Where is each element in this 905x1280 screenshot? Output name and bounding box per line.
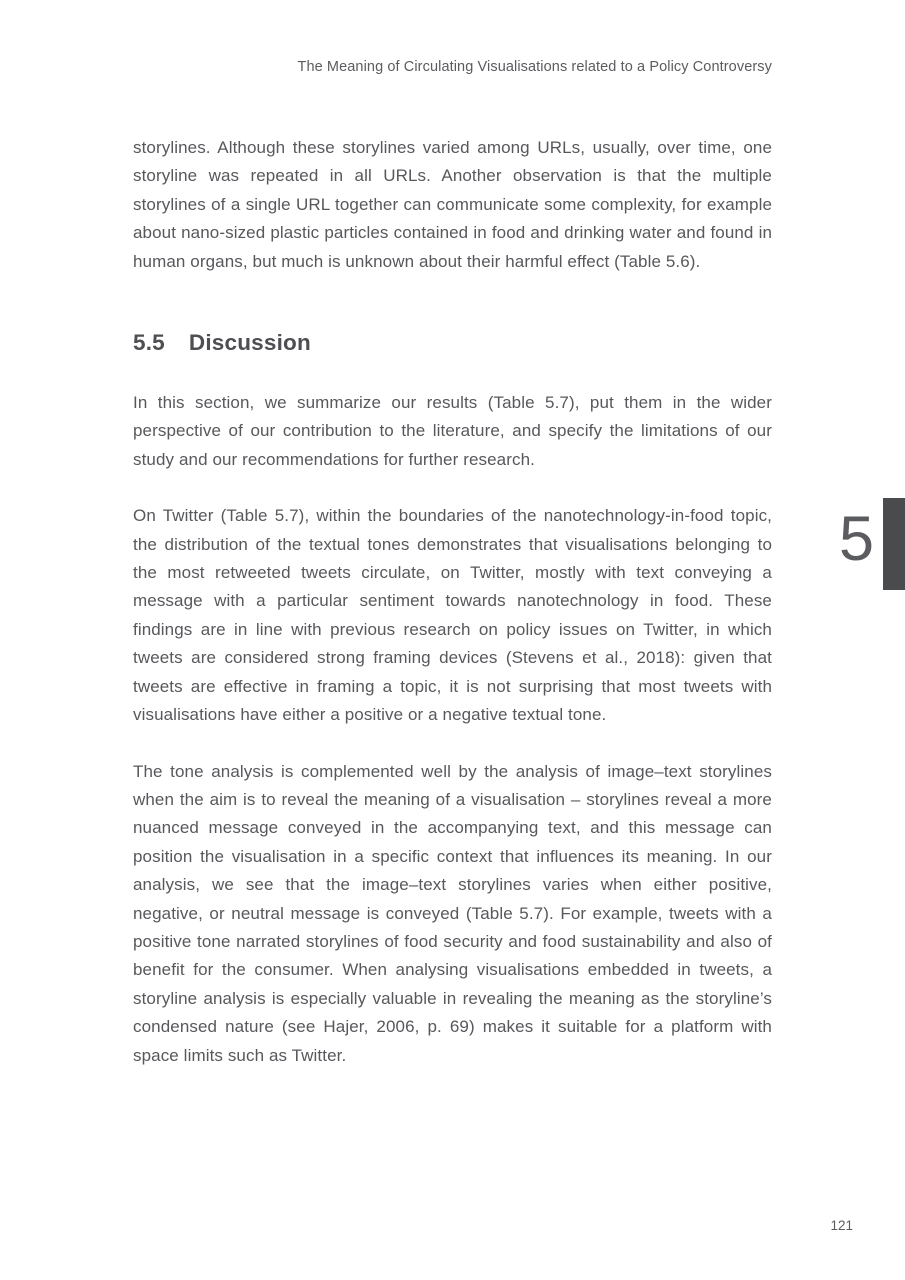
chapter-tab-number: 5 xyxy=(838,504,874,574)
page-number: 121 xyxy=(830,1218,853,1233)
section-title: Discussion xyxy=(188,330,311,356)
text-block xyxy=(133,134,772,1070)
paragraph-tone-analysis: The tone analysis is complemented well by the analysis of image–text storylines when the aim is to reveal the meaning of a visualisation – storylines reveal a more nuanced message conveyed in the accompanying text, and this message can position the visualisation in a specific context that influences its meaning. In our analysis, we see that the image–text storylines varies when either positive, negative, or neutral message is conveyed (Table 5.7). For example, tweets with a positive tone narrated storylines of food security and food sustainability and also of benefit for the consumer. When analysing visualisations embedded in tweets, a storyline analysis is especially valuable in revealing the meaning as the storyline’s condensed nature (see Hajer, 2006, p. 69) makes it suitable for a platform with space limits such as Twitter. xyxy=(133,761,772,1065)
paragraph-intro: storylines. Although these storylines varied among URLs, usually, over time, one storyline was repeated in all URLs. Another observation is that the multiple storylines of a single URL together can communicate some complexity, for example about nano-sized plastic particles contained in food and drinking water and found in human organs, but much is unknown about their harmful effect (Table 5.6). xyxy=(133,138,772,271)
section-heading xyxy=(133,329,772,357)
chapter-tab-marker xyxy=(883,498,905,590)
paragraph-twitter-tones: On Twitter (Table 5.7), within the boundaries of the nanotechnology-in-food topic, the distribution of the textual tones demonstrates that visualisations belonging to the most retweeted tweets circulate, on Twitter, mostly with text conveying a message with a particular sentiment towards nanotechnology in food. These findings are in line with previous research on policy issues on Twitter, in which tweets are considered strong framing devices (Stevens et al., 2018): given that tweets are effective in framing a topic, it is not surprising that most tweets with visualisations have either a positive or a negative textual tone. xyxy=(133,506,772,725)
paragraph-summary: In this section, we summarize our results (Table 5.7), put them in the wider perspective of our contribution to the literature, and specify the limitations of our study and our recommendations for further research. xyxy=(133,393,772,469)
running-head: The Meaning of Circulating Visualisations related to a Policy Controversy xyxy=(297,59,772,75)
section-number: 5.5 xyxy=(133,330,165,356)
